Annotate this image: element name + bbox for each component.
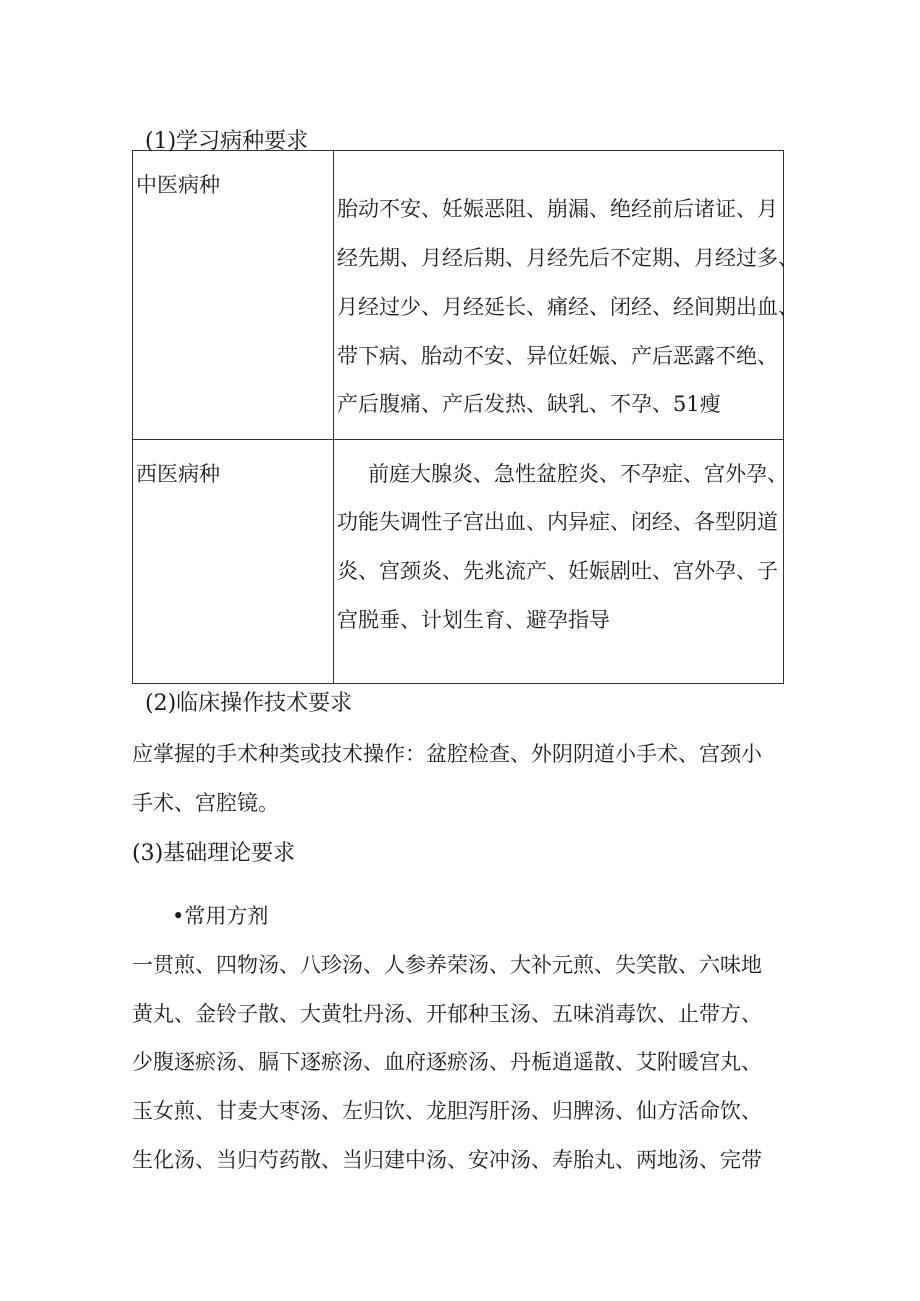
section3-heading: (3)基础理论要求 xyxy=(132,841,296,866)
western-line: 宫脱垂、计划生育、避孕指导 xyxy=(337,608,610,632)
tcm-diseases-cell xyxy=(334,151,799,440)
table-row-tcm xyxy=(133,151,784,440)
section2-line: 应掌握的手术种类或技术操作：盆腔检查、外阴阴道小手术、宫颈小 xyxy=(132,742,762,766)
row-label-western xyxy=(133,440,334,684)
western-label: 西医病种 xyxy=(136,462,220,486)
tcm-line: 产后腹痛、产后发热、缺乳、不孕、51瘦 xyxy=(337,392,721,416)
tcm-line: 月经过少、月经延长、痛经、闭经、经间期出血、 xyxy=(337,295,799,319)
section1-heading: (1)学习病种要求 xyxy=(145,129,309,154)
table-row-western xyxy=(133,440,784,684)
tcm-label: 中医病种 xyxy=(136,173,220,197)
formula-bullet: •常用方剂 xyxy=(172,904,269,928)
tcm-line: 经先期、月经后期、月经先后不定期、月经过多、 xyxy=(337,246,799,270)
tcm-line: 胎动不安、妊娠恶阻、崩漏、绝经前后诸证、月 xyxy=(337,197,778,221)
formula-line: 黄丸、金铃子散、大黄牡丹汤、开郁种玉汤、五味消毒饮、止带方、 xyxy=(132,1002,762,1026)
western-line: 功能失调性子宫出血、内异症、闭经、各型阴道 xyxy=(337,510,778,534)
western-diseases-cell xyxy=(334,440,788,684)
western-line: 前庭大腺炎、急性盆腔炎、不孕症、宫外孕、 xyxy=(368,462,788,486)
western-line: 炎、宫颈炎、先兆流产、妊娠剧吐、宫外孕、子 xyxy=(337,559,778,583)
formula-line: 生化汤、当归芍药散、当归建中汤、安冲汤、寿胎丸、两地汤、完带 xyxy=(132,1148,762,1172)
formula-line: 少腹逐瘀汤、膈下逐瘀汤、血府逐瘀汤、丹栀逍遥散、艾附暖宫丸、 xyxy=(132,1050,762,1074)
formula-line: 玉女煎、甘麦大枣汤、左归饮、龙胆泻肝汤、归脾汤、仙方活命饮、 xyxy=(132,1099,762,1123)
row-label-tcm xyxy=(133,151,334,440)
section2-line: 手术、宫腔镜。 xyxy=(132,791,279,815)
tcm-line: 带下病、胎动不安、异位妊娠、产后恶露不绝、 xyxy=(337,344,778,368)
formula-line: 一贯煎、四物汤、八珍汤、人参养荣汤、大补元煎、失笑散、六味地 xyxy=(132,953,762,977)
disease-requirements-table xyxy=(132,150,799,684)
section2-heading: (2)临床操作技术要求 xyxy=(145,691,353,716)
